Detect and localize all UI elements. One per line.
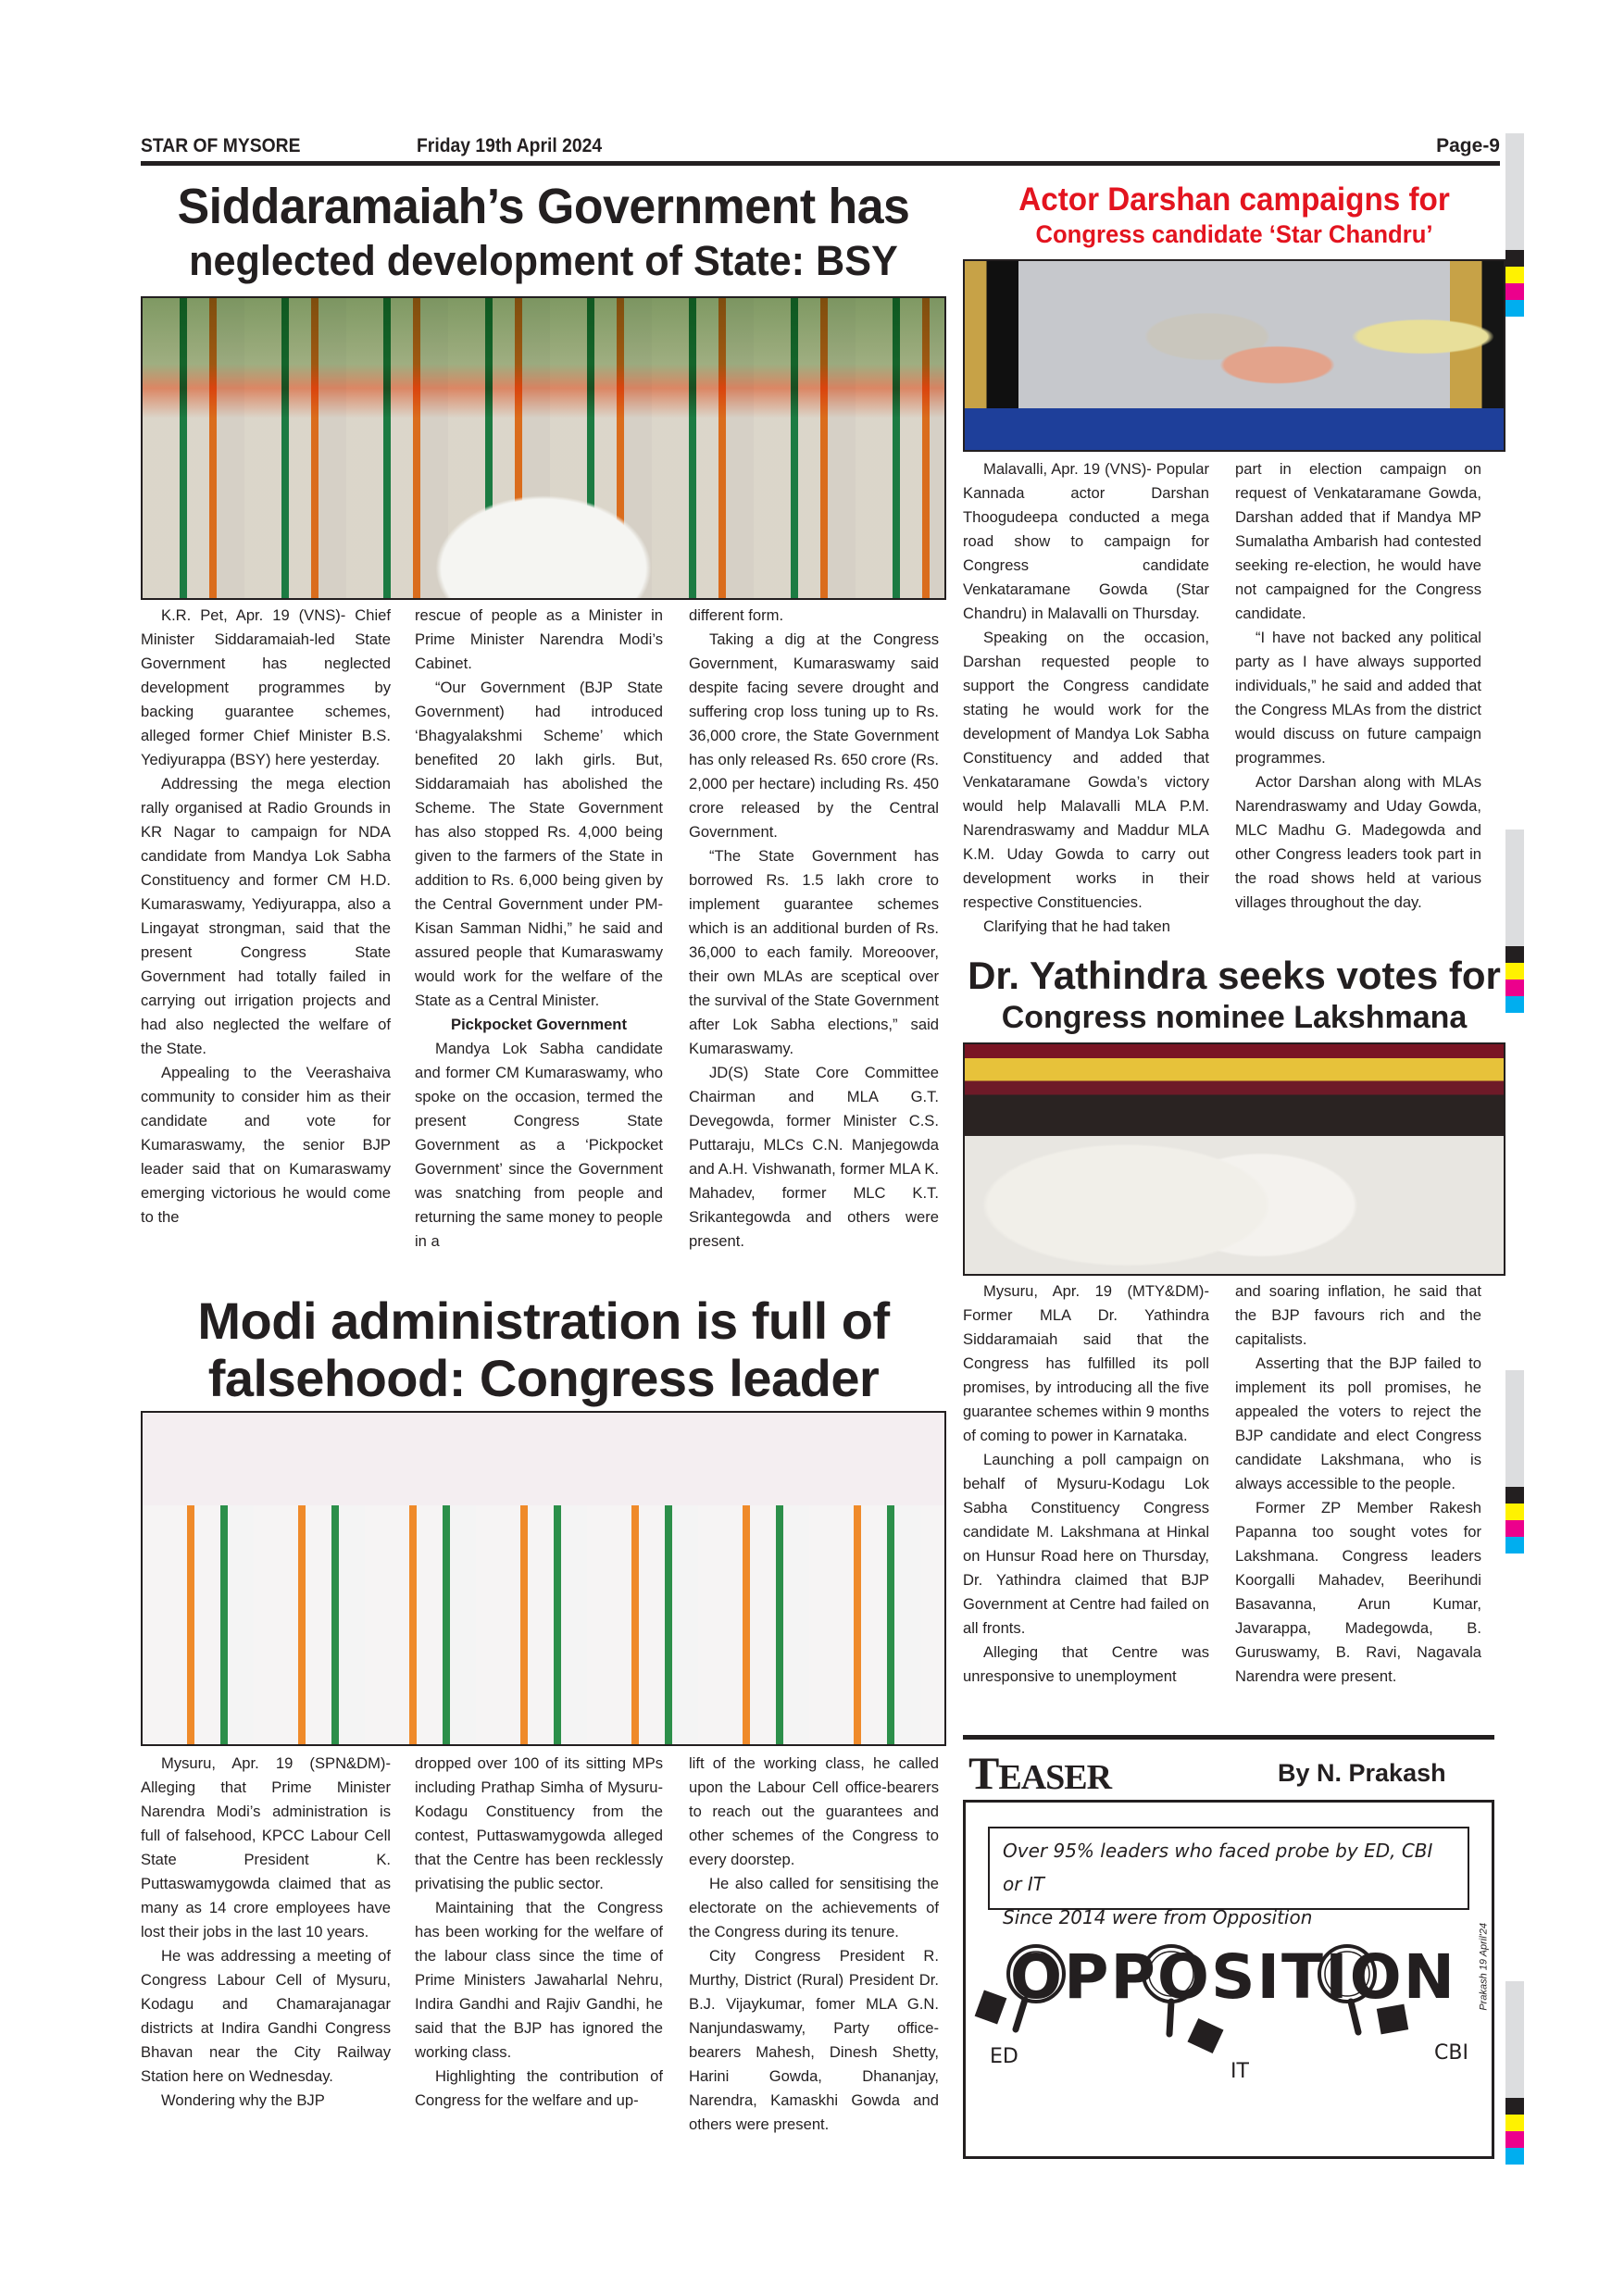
teaser-title: TEASER [968,1747,1112,1799]
article-darshan-column-2 [1235,457,1481,915]
article-modi-column-1 [141,1752,391,2113]
paragraph: Taking a dig at the Congress Government, Kumaraswamy said despite facing severe drought and suffering crop loss tuning up to Rs. 36,000 crore, the State Government has only released Rs. 650 crore (Rs. 2,000 per hectare) including Rs. 450 crore released by the Central Government. [689,630,939,841]
paragraph: Addressing the mega election rally organised at Radio Grounds in KR Nagar to campaign for NDA candidate from Mandya Lok Sabha Constituency and former CM H.D. Kumaraswamy, Yediyurappa, also a Lingayat strongman, said that the present Congress State Government had totally failed in carrying out irrigation projects and had also neglected the welfare of the State. [141,775,391,1057]
registration-mark [1505,1370,1524,1554]
issue-date: Friday 19th April 2024 [417,135,603,156]
paragraph: He was addressing a meeting of Congress Labour Cell of Mysuru, Kodagu and Chamarajanagar districts at Indira Gandhi Congress Bhavan near the City Railway Station here on Wednesday. [141,1947,391,2085]
cartoon-caption: Over 95% leaders who faced probe by ED, CBI or IT Since 2014 were from Opposition [988,1827,1469,1910]
registration-mark [1505,133,1524,317]
label-it: IT [1230,2060,1249,2083]
paragraph: Mandya Lok Sabha candidate and former CM Kumaraswamy, who spoke on the occasion, termed the present Congress State Government as a ‘Pickpocket Government’ since the Government was snatching from people and returning the same money to people in a [415,1040,663,1250]
paragraph: rescue of people as a Minister in Prime Minister Narendra Modi’s Cabinet. [415,606,663,672]
page-number: Page-9 [1436,135,1500,156]
paragraph: Wondering why the BJP [161,2091,325,2109]
paragraph: lift of the working class, he called upon the Labour Cell office-bearers to reach out the guarantees and other schemes of the Congress to every doorstep. [689,1754,939,1868]
paragraph: “Our Government (BJP State Government) had introduced ‘Bhagyalakshmi Scheme’ which benefited 20 lakh girls. But, Siddaramaiah has abolished the Scheme. The State Government has also stopped Rs. 4,000 being given to the farmers of the State in addition to Rs. 6,000 being given by the Central Government under PM-Kisan Samman Nidhi,” he said and assured people that Kumaraswamy would work for the welfare of the State as a Central Minister. [415,679,663,1009]
headline-bsy-line2: neglected development of State: BSY [189,237,898,284]
cartoonist-signature: Prakash 19 April'24 [1479,1923,1490,2011]
paragraph: City Congress President R. Murthy, District (Rural) President Dr. B.J. Vijaykumar, fomer MLA G.N. Nanjundaswamy, Party office-bearers Mahesh, Dinesh Shetty, Harini Gowda, Dhananjay, Narendra, Kamaskhi Gowda and others were present. [689,1947,939,2133]
paragraph: Mysuru, Apr. 19 (MTY&DM)- Former MLA Dr. Yathindra Siddaramaiah said that the Congress has fulfilled its poll promises, by introducing all the five guarantee schemes within 9 months of coming to power in Karnataka. [963,1282,1209,1444]
teaser-rule [963,1735,1494,1740]
paragraph: K.R. Pet, Apr. 19 (VNS)- Chief Minister Siddaramaiah-led State Government has neglected development programmes by backing guarantee schemes, alleged former Chief Minister B.S. Yediyurappa (BSY) here yesterday. [141,606,391,768]
headline-yathindra-line1: Dr. Yathindra seeks votes for [968,954,1501,997]
paragraph: He also called for sensitising the electorate on the achievements of the Congress during its tenure. [689,1875,939,1940]
subheading: Pickpocket Government [451,1016,627,1033]
photo-bsy-rally [141,296,946,600]
article-modi-column-3 [689,1752,939,2137]
article-bsy-column-1 [141,604,391,1229]
teaser-byline: By N. Prakash [1278,1759,1446,1787]
paragraph: Maintaining that the Congress has been working for the welfare of the labour class since the time of Prime Ministers Jawaharlal Nehru, Indira Gandhi and Rajiv Gandhi, he said that the BJP has ignored the working class. [415,1899,663,2061]
paper-name: STAR OF MYSORE [141,135,301,156]
paragraph: Former ZP Member Rakesh Papanna too sought votes for Lakshmana. Congress leaders Koorgalli Mahadev, Beerihundi Basavanna, Arun Kumar, Javarappa, Madegowda, B. Guruswamy, B. Ravi, Nagavala Narendra were present. [1235,1499,1481,1685]
label-cbi: CBI [1434,2041,1468,2065]
headline-modi-line2: falsehood: Congress leader [207,1349,880,1407]
paragraph: Asserting that the BJP failed to implement its poll promises, he appealed the voters to reject the BJP candidate and elect Congress candidate Lakshmana, who is always accessible to the people. [1235,1354,1481,1492]
article-modi-column-2 [415,1752,663,2113]
article-darshan-column-1 [963,457,1209,939]
paragraph: Clarifying that he had taken [983,917,1171,935]
cartoon-word-opposition: OPPOSITION [1010,1941,1456,2013]
paragraph: Speaking on the occasion, Darshan requested people to support the Congress candidate stating he would work for the development of Mandya Lok Sabha Constituency and added that Venkataramane Gowda’s victory would help Malavalli MLA P.M. Narendraswamy and Maddur MLA K.M. Uday Gowda to carry out development works in their respective Constituencies. [963,629,1209,911]
paragraph: Actor Darshan along with MLAs Narendraswamy and Uday Gowda, MLC Madhu G. Madegowda and other Congress leaders took part in the road shows held at various villages throughout the day. [1235,773,1481,911]
paragraph: JD(S) State Core Committee Chairman and MLA G.T. Devegowda, former Minister C.S. Puttaraju, MLCs C.N. Manjegowda and A.H. Vishwanath, former MLA K. Mahadev, former MLC K.T. Srikantegowda and others were present. [689,1064,939,1250]
article-yathindra-column-1 [963,1279,1209,1689]
teaser-cartoon [963,1800,1494,2159]
masthead [141,133,1500,159]
paragraph: Launching a poll campaign on behalf of Mysuru-Kodagu Lok Sabha Constituency Congress candidate M. Lakshmana at Hinkal on Hunsur Road here on Thursday, Dr. Yathindra claimed that BJP Government at Centre had failed on all fronts. [963,1451,1209,1637]
paragraph: Malavalli, Apr. 19 (VNS)- Popular Kannada actor Darshan Thoogudeepa conducted a mega road show to campaign for Congress candidate Venkataramane Gowda (Star Chandru) in Malavalli on Thursday. [963,460,1209,622]
headline-darshan-line1: Actor Darshan campaigns for [1018,181,1450,218]
paragraph: Highlighting the contribution of Congress for the welfare and up- [415,2067,663,2109]
paragraph: Appealing to the Veerashaiva community to consider him as their candidate and vote for Kumaraswamy, the senior BJP leader said that on Kumaraswamy emerging victorious he would come to the [141,1064,391,1226]
photo-darshan-roadshow [963,259,1505,452]
paragraph: Mysuru, Apr. 19 (SPN&DM)- Alleging that Prime Minister Narendra Modi’s administration is full of falsehood, KPCC Labour Cell State President K. Puttaswamygowda claimed that as many as 14 crore employees have lost their jobs in the last 10 years. [141,1754,391,1940]
photo-yathindra-meeting [963,1042,1505,1276]
headline-yathindra-line2: Congress nominee Lakshmana [1001,1000,1468,1035]
registration-mark [1505,830,1524,1013]
paragraph: different form. [689,606,784,624]
headline-bsy-line1: Siddaramaiah’s Government has [177,179,910,234]
registration-mark [1505,1981,1524,2165]
paragraph: part in election campaign on request of Venkataramane Gowda, Darshan added that if Mandya MP Sumalatha Ambarish had contested seeking re-election, he would have not campaigned for the Congress candidate. [1235,460,1481,622]
headline-darshan-line2: Congress candidate ‘Star Chandru’ [1035,220,1433,248]
paragraph: and soaring inflation, he said that the BJP favours rich and the capitalists. [1235,1282,1481,1348]
photo-congress-labour-cell [141,1411,946,1746]
label-ed: ED [990,2045,1018,2068]
article-bsy-column-2 [415,604,663,1254]
masthead-rule [141,161,1500,166]
paragraph: “I have not backed any political party as I have always supported individuals,” he said and added that the Congress MLAs from the district would discuss on future campaign programmes. [1235,629,1481,767]
headline-modi-line1: Modi administration is full of [197,1292,890,1350]
article-bsy-column-3 [689,604,939,1254]
paragraph: “The State Government has borrowed Rs. 1.5 lakh crore to implement guarantee schemes which is an additional burden of Rs. 36,000 to each family. Moreoover, their own MLAs are sceptical over the survival of the State Government after Lok Sabha elections,” said Kumaraswamy. [689,847,939,1057]
paragraph: Alleging that Centre was unresponsive to unemployment [963,1643,1209,1685]
paragraph: dropped over 100 of its sitting MPs including Prathap Simha of Mysuru-Kodagu Constituency from the contest, Puttaswamygowda alleged that the Centre has been recklessly privatising the public sector. [415,1754,663,1892]
article-yathindra-column-2 [1235,1279,1481,1689]
